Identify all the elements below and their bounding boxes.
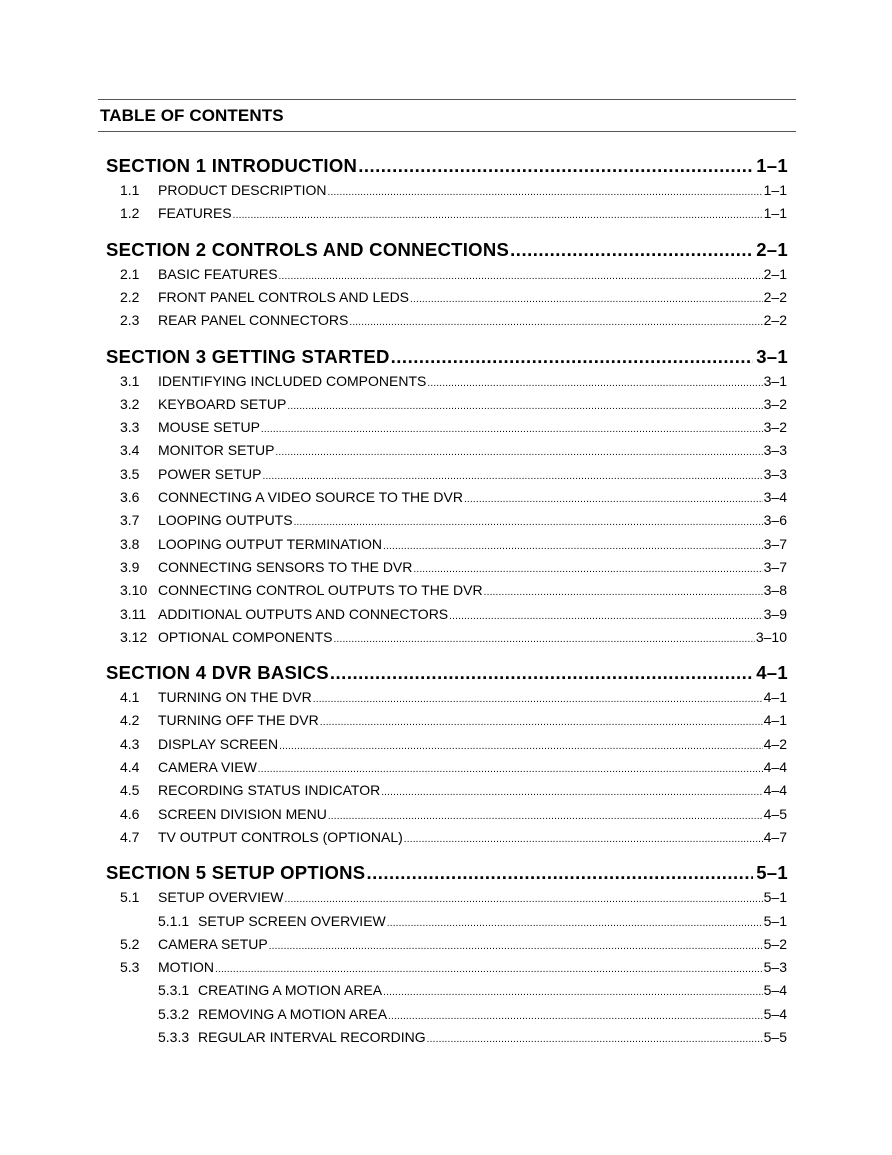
entry-title: SECTION 1 INTRODUCTION bbox=[106, 155, 358, 176]
entry-page-number: 2–2 bbox=[763, 312, 787, 329]
entry-page-number: 1–1 bbox=[763, 205, 787, 222]
heading-rule bbox=[98, 131, 796, 132]
toc-entry[interactable] bbox=[120, 182, 787, 198]
toc-entry[interactable] bbox=[120, 289, 787, 305]
entry-title: POWER SETUP bbox=[158, 465, 262, 482]
toc-entry[interactable] bbox=[120, 759, 787, 775]
entry-number: 4.3 bbox=[120, 735, 140, 752]
entry-page-number: 3–1 bbox=[756, 345, 788, 367]
entry-page-number: 5–5 bbox=[763, 1029, 787, 1045]
dot-leader bbox=[261, 424, 763, 435]
entry-title: CONNECTING SENSORS TO THE DVR bbox=[158, 558, 413, 575]
entry-number: 5.1.1 bbox=[158, 912, 190, 929]
dot-leader bbox=[410, 294, 763, 305]
entry-number: 3.6 bbox=[120, 489, 140, 505]
entry-page-number: 5–1 bbox=[763, 889, 787, 906]
entry-title: SECTION 3 GETTING STARTED bbox=[106, 345, 390, 367]
entry-page-number: 3–3 bbox=[763, 465, 787, 482]
toc-entry[interactable] bbox=[120, 396, 787, 412]
toc-entry[interactable] bbox=[120, 512, 787, 528]
entry-number: 4.7 bbox=[120, 828, 140, 845]
entry-title: CONNECTING CONTROL OUTPUTS TO THE DVR bbox=[158, 582, 483, 599]
dot-leader bbox=[279, 741, 763, 752]
toc-entry[interactable] bbox=[120, 782, 787, 798]
entry-title: SETUP OVERVIEW bbox=[158, 889, 284, 906]
toc-entry[interactable] bbox=[120, 806, 787, 822]
entry-number: 4.2 bbox=[120, 712, 140, 729]
toc-entry[interactable] bbox=[120, 689, 787, 705]
entry-title: FEATURES bbox=[158, 205, 232, 222]
entry-title: DISPLAY SCREEN bbox=[158, 735, 279, 752]
entry-title: KEYBOARD SETUP bbox=[158, 395, 287, 412]
entry-number: 1.1 bbox=[120, 182, 140, 198]
entry-title: REAR PANEL CONNECTORS bbox=[158, 312, 349, 329]
entry-page-number: 4–1 bbox=[763, 689, 787, 706]
entry-page-number: 3–1 bbox=[763, 372, 787, 389]
entry-page-number: 3–10 bbox=[755, 628, 787, 645]
toc-entry[interactable] bbox=[120, 559, 787, 575]
dot-leader bbox=[366, 862, 753, 884]
toc-entry[interactable] bbox=[120, 489, 787, 505]
toc-entry[interactable] bbox=[120, 266, 787, 282]
toc-entry[interactable] bbox=[120, 205, 787, 221]
dot-leader bbox=[287, 401, 762, 412]
dot-leader bbox=[388, 1011, 763, 1022]
entry-page-number: 5–3 bbox=[763, 959, 787, 976]
toc-entry[interactable] bbox=[120, 889, 787, 905]
dot-leader bbox=[269, 941, 763, 952]
entry-page-number: 1–1 bbox=[756, 155, 788, 176]
dot-leader bbox=[349, 317, 762, 328]
entry-number: 3.1 bbox=[120, 372, 140, 389]
toc-entry[interactable] bbox=[120, 442, 787, 458]
toc-entry[interactable] bbox=[120, 829, 787, 845]
entry-page-number: 3–7 bbox=[763, 558, 787, 575]
entry-title: REGULAR INTERVAL RECORDING bbox=[198, 1029, 426, 1045]
entry-page-number: 3–8 bbox=[763, 582, 787, 599]
entry-page-number: 3–6 bbox=[763, 512, 787, 529]
dot-leader bbox=[328, 187, 763, 198]
entry-number: 5.1 bbox=[120, 889, 140, 906]
toc-entry[interactable] bbox=[120, 959, 787, 975]
toc-entry[interactable] bbox=[120, 466, 787, 482]
dot-leader bbox=[381, 787, 762, 798]
dot-leader bbox=[404, 834, 763, 845]
entry-number: 2.2 bbox=[120, 288, 140, 305]
entry-number: 2.1 bbox=[120, 265, 140, 282]
entry-title: RECORDING STATUS INDICATOR bbox=[158, 782, 381, 799]
toc-entry[interactable] bbox=[120, 936, 787, 952]
entry-number: 3.8 bbox=[120, 535, 140, 552]
entry-number: 4.4 bbox=[120, 759, 140, 775]
entry-page-number: 4–7 bbox=[763, 828, 787, 845]
entry-title: CAMERA VIEW bbox=[158, 759, 257, 775]
toc-entry[interactable] bbox=[120, 736, 787, 752]
toc-section-entry[interactable] bbox=[106, 346, 788, 368]
entry-page-number: 2–1 bbox=[756, 238, 788, 260]
dot-leader bbox=[334, 634, 755, 645]
entry-title: MOTION bbox=[158, 959, 214, 976]
dot-leader bbox=[215, 964, 763, 975]
entry-title: ADDITIONAL OUTPUTS AND CONNECTORS bbox=[158, 605, 449, 622]
entry-title: TV OUTPUT CONTROLS (OPTIONAL) bbox=[158, 828, 403, 845]
dot-leader bbox=[383, 541, 763, 552]
dot-leader bbox=[262, 471, 762, 482]
entry-page-number: 5–1 bbox=[763, 912, 787, 929]
entry-page-number: 2–1 bbox=[763, 265, 787, 282]
entry-title: BASIC FEATURES bbox=[158, 265, 278, 282]
dot-leader bbox=[464, 494, 763, 505]
entry-page-number: 4–4 bbox=[763, 782, 787, 799]
entry-number: 3.7 bbox=[120, 512, 140, 529]
entry-page-number: 4–1 bbox=[756, 662, 788, 684]
dot-leader bbox=[510, 239, 753, 261]
entry-title: LOOPING OUTPUT TERMINATION bbox=[158, 535, 383, 552]
toc-entry[interactable] bbox=[120, 606, 787, 622]
entry-number: 2.3 bbox=[120, 312, 140, 329]
dot-leader bbox=[320, 717, 763, 728]
entry-title: MONITOR SETUP bbox=[158, 442, 275, 459]
entry-title: FRONT PANEL CONTROLS AND LEDS bbox=[158, 288, 410, 305]
entry-number: 3.5 bbox=[120, 465, 140, 482]
entry-page-number: 2–2 bbox=[763, 288, 787, 305]
entry-title: TURNING ON THE DVR bbox=[158, 689, 312, 706]
entry-title: SCREEN DIVISION MENU bbox=[158, 805, 327, 822]
entry-title: PRODUCT DESCRIPTION bbox=[158, 182, 327, 198]
dot-leader bbox=[391, 346, 754, 368]
dot-leader bbox=[233, 210, 763, 221]
entry-title: SECTION 5 SETUP OPTIONS bbox=[106, 862, 366, 884]
toc-entry[interactable] bbox=[120, 373, 787, 389]
entry-number: 5.3 bbox=[120, 959, 140, 976]
entry-page-number: 5–2 bbox=[763, 935, 787, 952]
dot-leader bbox=[330, 662, 753, 684]
entry-page-number: 3–7 bbox=[763, 535, 787, 552]
dot-leader bbox=[427, 1034, 763, 1045]
toc-section-entry[interactable] bbox=[106, 239, 788, 261]
entry-title: TURNING OFF THE DVR bbox=[158, 712, 319, 729]
entry-number: 3.12 bbox=[120, 628, 148, 645]
entry-title: SECTION 4 DVR BASICS bbox=[106, 662, 329, 684]
toc-section-entry[interactable] bbox=[106, 862, 788, 884]
page-title: TABLE OF CONTENTS bbox=[100, 106, 284, 125]
entry-number: 4.1 bbox=[120, 689, 140, 706]
toc-entry[interactable] bbox=[158, 1029, 787, 1045]
toc-entry[interactable] bbox=[120, 312, 787, 328]
entry-title: CREATING A MOTION AREA bbox=[198, 982, 383, 999]
entry-page-number: 3–2 bbox=[763, 395, 787, 412]
entry-page-number: 4–1 bbox=[763, 712, 787, 729]
dot-leader bbox=[413, 564, 762, 575]
entry-page-number: 3–3 bbox=[763, 442, 787, 459]
dot-leader bbox=[258, 764, 763, 775]
entry-number: 4.6 bbox=[120, 805, 140, 822]
toc-entry[interactable] bbox=[158, 982, 787, 998]
toc-entry[interactable] bbox=[158, 1006, 787, 1022]
entry-number: 3.4 bbox=[120, 442, 140, 459]
entry-number: 3.2 bbox=[120, 395, 140, 412]
entry-title: IDENTIFYING INCLUDED COMPONENTS bbox=[158, 372, 427, 389]
entry-title: CAMERA SETUP bbox=[158, 935, 268, 952]
entry-title: MOUSE SETUP bbox=[158, 419, 260, 436]
dot-leader bbox=[358, 155, 753, 177]
top-rule bbox=[98, 99, 796, 100]
dot-leader bbox=[484, 587, 763, 598]
entry-number: 3.11 bbox=[120, 605, 147, 622]
entry-number: 3.3 bbox=[120, 419, 140, 436]
dot-leader bbox=[427, 378, 762, 389]
entry-page-number: 3–2 bbox=[763, 419, 787, 436]
entry-number: 1.2 bbox=[120, 205, 140, 222]
dot-leader bbox=[449, 611, 762, 622]
entry-number: 4.5 bbox=[120, 782, 140, 799]
entry-title: REMOVING A MOTION AREA bbox=[198, 1005, 388, 1022]
entry-number: 3.10 bbox=[120, 582, 148, 599]
entry-page-number: 5–4 bbox=[763, 982, 787, 999]
entry-page-number: 1–1 bbox=[763, 182, 787, 198]
dot-leader bbox=[275, 447, 762, 458]
entry-number: 5.3.3 bbox=[158, 1029, 190, 1045]
entry-number: 5.2 bbox=[120, 935, 140, 952]
toc-entry[interactable] bbox=[120, 419, 787, 435]
entry-title: CONNECTING A VIDEO SOURCE TO THE DVR bbox=[158, 489, 463, 505]
dot-leader bbox=[313, 694, 763, 705]
toc-entry[interactable] bbox=[120, 536, 787, 552]
dot-leader bbox=[285, 894, 763, 905]
dot-leader bbox=[383, 987, 763, 998]
toc-section-entry[interactable] bbox=[106, 155, 788, 177]
entry-number: 5.3.2 bbox=[158, 1005, 190, 1022]
entry-title: LOOPING OUTPUTS bbox=[158, 512, 293, 529]
entry-number: 3.9 bbox=[120, 558, 140, 575]
entry-page-number: 3–4 bbox=[763, 489, 787, 505]
entry-page-number: 4–5 bbox=[763, 805, 787, 822]
entry-page-number: 5–4 bbox=[763, 1005, 787, 1022]
entry-title: SETUP SCREEN OVERVIEW bbox=[198, 912, 386, 929]
entry-page-number: 4–4 bbox=[763, 759, 787, 775]
toc-section-entry[interactable] bbox=[106, 662, 788, 684]
dot-leader bbox=[294, 517, 763, 528]
entry-title: SECTION 2 CONTROLS AND CONNECTIONS bbox=[106, 238, 510, 260]
toc-entry[interactable] bbox=[120, 582, 787, 598]
entry-page-number: 3–9 bbox=[763, 605, 787, 622]
toc-entry[interactable] bbox=[120, 712, 787, 728]
entry-page-number: 4–2 bbox=[763, 735, 787, 752]
toc-entry[interactable] bbox=[158, 913, 787, 929]
dot-leader bbox=[387, 918, 763, 929]
toc-entry[interactable] bbox=[120, 629, 787, 645]
entry-page-number: 5–1 bbox=[756, 862, 788, 884]
dot-leader bbox=[328, 811, 763, 822]
entry-title: OPTIONAL COMPONENTS bbox=[158, 628, 333, 645]
entry-number: 5.3.1 bbox=[158, 982, 190, 999]
dot-leader bbox=[279, 271, 763, 282]
